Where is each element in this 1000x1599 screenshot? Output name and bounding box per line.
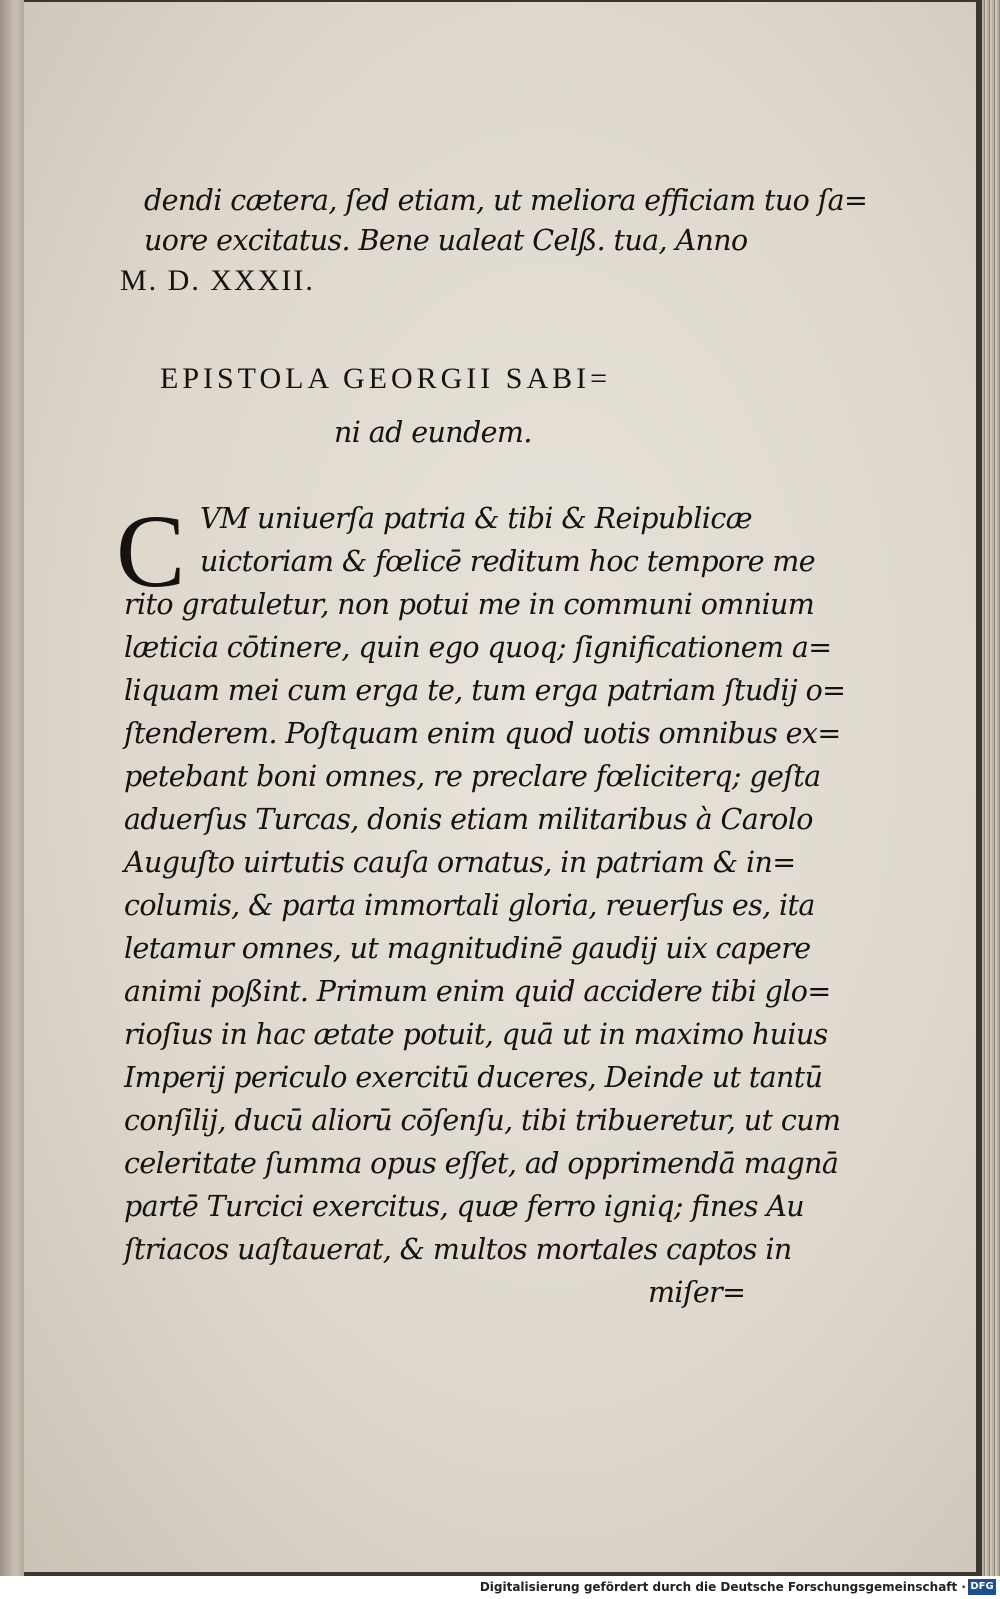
body-line: celeritate ſumma opus eſſet, ad opprimendā magnā — [124, 1147, 839, 1180]
dfg-logo: DFG — [968, 1579, 996, 1595]
digitization-footer — [0, 1576, 1000, 1599]
text-line-top-1: dendi cætera, ſed etiam, ut meliora efficiam tuo ſa= — [144, 184, 868, 217]
body-line: ſtenderem. Poſtquam enim quod uotis omnibus ex= — [124, 717, 841, 750]
body-line: aduerſus Turcas, donis etiam militaribus à Carolo — [124, 803, 813, 836]
body-line: liquam mei cum erga te, tum erga patriam ſtudij o= — [124, 674, 846, 707]
body-line: rito gratuletur, non potui me in communi omnium — [124, 588, 815, 621]
year-line: M. D. XXXII. — [120, 264, 315, 297]
epistle-heading: EPISTOLA GEORGII SABI= — [160, 362, 612, 395]
body-line: columis, & parta immortali gloria, reuerſus es, ita — [124, 889, 815, 922]
body-first-line: VM uniuerſa patria & tibi & Reipublicæ — [200, 502, 752, 535]
body-line: partē Turcici exercitus, quæ ferro igniq; fines Au — [124, 1190, 805, 1223]
body-line: Auguſto uirtutis cauſa ornatus, in patriam & in= — [124, 846, 796, 879]
body-line: rioſius in hac ætate potuit, quā ut in maximo huius — [124, 1018, 828, 1051]
page-edges — [982, 0, 1000, 1576]
left-page-edge — [0, 0, 24, 1576]
epistle-subheading: ni ad eundem. — [334, 416, 532, 449]
drop-cap-initial: C — [116, 494, 186, 609]
catchword: miſer= — [648, 1276, 746, 1309]
body-line: petebant boni omnes, re preclare fœliciterq; geſta — [124, 760, 821, 793]
body-line: conſilij, ducū aliorū cōſenſu, tibi tribueretur, ut cum — [124, 1104, 841, 1137]
text-line-top-2: uore excitatus. Bene ualeat Celß. tua, Anno — [144, 224, 748, 257]
body-line: uictoriam & fœlicē reditum hoc tempore me — [200, 545, 815, 578]
body-line: ſtriacos uaſtauerat, & multos mortales captos in — [124, 1233, 792, 1266]
book-page — [24, 2, 976, 1572]
body-line: letamur omnes, ut magnitudinē gaudij uix capere — [124, 932, 811, 965]
body-line: animi poßint. Primum enim quid accidere tibi glo= — [124, 975, 831, 1008]
body-line: Imperij periculo exercitū duceres, Deinde ut tantū — [124, 1061, 823, 1094]
body-line: læticia cōtinere, quin ego quoq; ſignificationem a= — [124, 631, 832, 664]
funding-credit: Digitalisierung gefördert durch die Deutsche Forschungsgemeinschaft · — [479, 1580, 966, 1594]
